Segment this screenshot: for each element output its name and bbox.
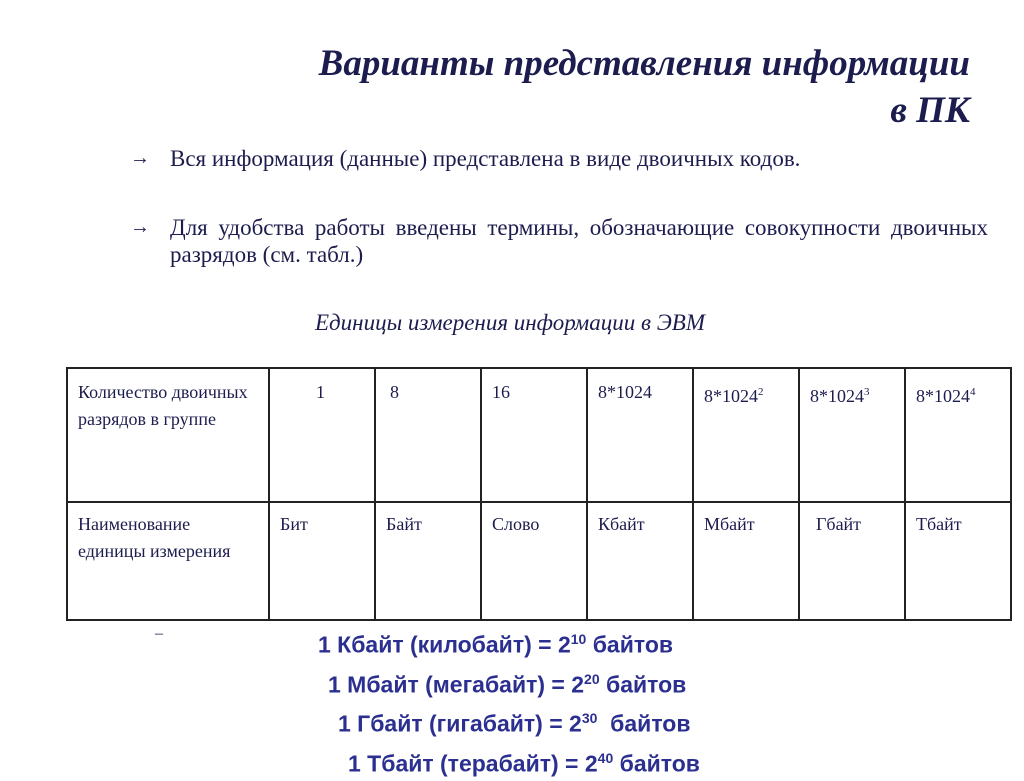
bullet-2 [130, 214, 988, 268]
table-caption: Единицы измерения информации в ЭВМ [315, 310, 705, 335]
bullet-text: Вся информация (данные) представлена в виде двоичных кодов. [170, 146, 801, 171]
table-cell: Бит [269, 502, 375, 620]
bullet-1 [130, 145, 988, 172]
table-cell: 8 [375, 368, 481, 502]
table-row [67, 502, 1011, 620]
units-table [66, 367, 1012, 621]
equivalence-kb: 1 Кбайт (килобайт) = $2^{10}$ байтов [318, 631, 674, 658]
table-cell: 8*1024 [587, 368, 693, 502]
table-row [67, 368, 1011, 502]
row-header: Количество двоичных разрядов в группе [67, 368, 269, 502]
unit-equivalences [318, 622, 700, 781]
equivalence-gb: 1 Гбайт (гигабайт) = $2^{30}$ байтов [338, 710, 691, 737]
title-line-1: Варианты представления информации [318, 43, 970, 84]
table-cell: Байт [375, 502, 481, 620]
table-cell: Кбайт [587, 502, 693, 620]
arrow-right-icon: → [130, 216, 150, 238]
table-cell: Слово [481, 502, 587, 620]
slide-title [319, 40, 970, 134]
row-header: Наименование единицы измерения [67, 502, 269, 620]
table-cell: 16 [481, 368, 587, 502]
table-cell: 8*1024$^4$ [905, 368, 1011, 502]
table-cell: 1 [269, 368, 375, 502]
table-cell: 8*1024$^2$ [693, 368, 799, 502]
table-cell: Мбайт [693, 502, 799, 620]
arrow-right-icon: → [130, 147, 150, 169]
equivalence-mb: 1 Мбайт (мегабайт) = $2^{20}$ байтов [328, 670, 687, 698]
table-cell: Гбайт [799, 502, 905, 620]
title-line-2: в ПК [890, 90, 970, 131]
dash-mark: – [155, 625, 163, 642]
equivalence-tb: 1 Тбайт (терабайт) = $2^{40}$ байтов [348, 749, 700, 777]
table-cell: 8*1024$^3$ [799, 368, 905, 502]
bullet-text: Для удобства работы введены термины, обозначающие совокупности двоичных разрядов (см. табл.) [170, 215, 988, 267]
table-cell: Тбайт [905, 502, 1011, 620]
